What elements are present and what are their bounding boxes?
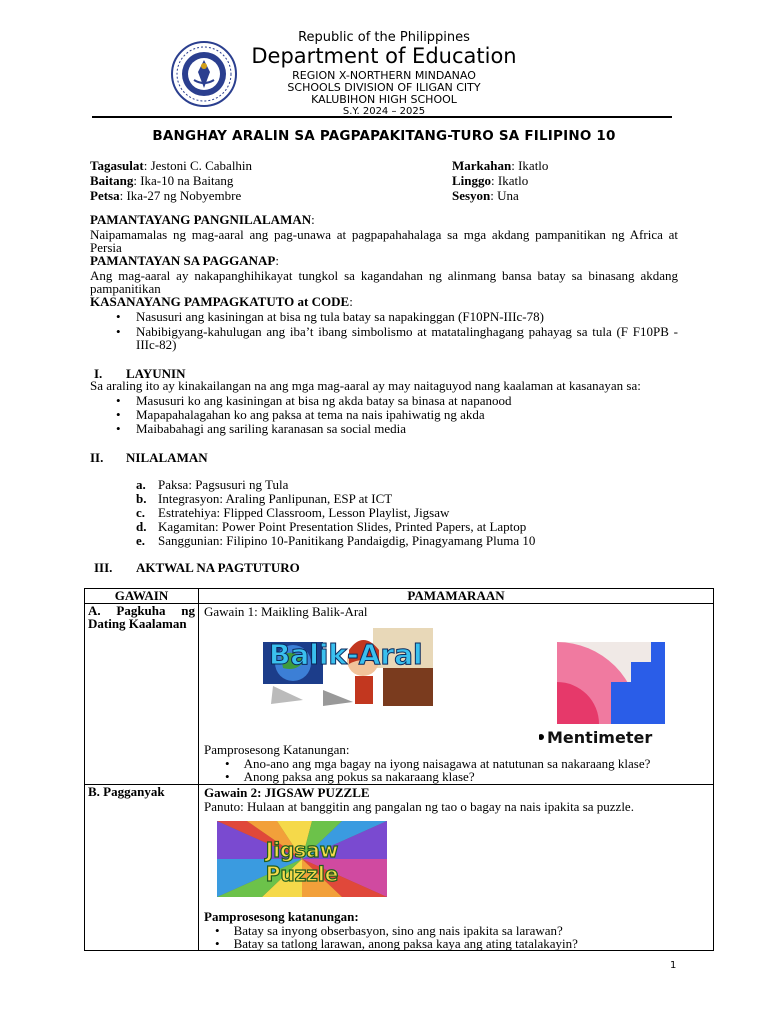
jigsaw-puzzle-image — [217, 821, 387, 897]
row-b-question: • Batay sa tatlong larawan, anong paksa kaya ang ating tatalakayin? — [215, 936, 578, 951]
header-school-year: S.Y. 2024 – 2025 — [342, 106, 426, 117]
row-a-question: • Ano-ano ang mga bagay na iyong naisagawa at natutunan sa nakaraang klase? — [225, 756, 651, 771]
mentimeter-text: Mentimeter — [547, 728, 653, 747]
tagasulat-label: Tagasulat — [90, 158, 144, 173]
row-b-instruction: Panuto: Hulaan at banggitin ang pangalan ng tao o bagay na nais ipakita sa puzzle. — [204, 799, 634, 814]
letterhead — [0, 0, 768, 120]
header-divider — [92, 116, 672, 118]
row-b-activity: Gawain 2: JIGSAW PUZZLE — [204, 785, 370, 800]
linggo-value: : Ikatlo — [491, 173, 529, 188]
row-b-processing-label: Pamprosesong katanungan: — [204, 909, 359, 924]
row-a-processing-label: Pamprosesong Katanungan: — [204, 742, 350, 757]
linggo-label: Linggo — [452, 173, 492, 188]
baitang-label: Baitang — [90, 173, 134, 188]
row-b-label: B. Pagganyak — [85, 785, 199, 951]
balik-aral-image — [263, 620, 443, 706]
table-row — [85, 604, 714, 785]
header-department: Department of Education — [251, 44, 517, 68]
markahan-value: : Ikatlo — [511, 158, 549, 173]
row-a-content — [199, 604, 714, 785]
sesyon-value: : Una — [490, 188, 519, 203]
section-two-number: II. — [90, 450, 104, 465]
page-number: 1 — [670, 960, 677, 971]
meta-right — [452, 158, 548, 203]
content-standard-text: Naipamamalas ng mag-aaral ang pag-unawa at pagpapahahalaga sa mga akdang pampanitikan ng Africa at Persia — [90, 227, 678, 255]
jigsaw-text-2: Puzzle — [265, 862, 339, 886]
meta-left — [90, 158, 252, 203]
table-header-gawain: GAWAIN — [85, 589, 199, 604]
baitang-value: : Ika-10 na Baitang — [133, 173, 234, 188]
row-a-activity: Gawain 1: Maikling Balik-Aral — [204, 604, 368, 619]
table-header-pamamaraan: PAMAMARAAN — [199, 589, 714, 604]
lesson-table — [84, 588, 714, 951]
markahan-label: Markahan — [452, 158, 512, 173]
objectives-intro: Sa araling ito ay kinakailangan na ang mga mag-aaral ay may naitaguyod nang kaalaman at kasanayan sa: — [90, 378, 641, 393]
document-title: BANGHAY ARALIN SA PAGPAPAKITANG-TURO SA FILIPINO 10 — [152, 128, 616, 144]
sesyon-label: Sesyon — [452, 188, 491, 203]
petsa-value: : Ika-27 ng Nobyembre — [119, 188, 242, 203]
table-row — [85, 785, 714, 951]
header-republic: Republic of the Philippines — [298, 30, 470, 45]
performance-standard-text: Ang mag-aaral ay nakapanghihikayat tungkol sa kagandahan ng alinmang bansa batay sa binasang akdang pampanitikan — [90, 268, 678, 296]
tagasulat-value: : Jestoni C. Cabalhin — [143, 158, 253, 173]
competency-heading: KASANAYANG PAMPAGKATUTO at CODE: — [90, 294, 353, 309]
petsa-label: Petsa — [90, 188, 120, 203]
jigsaw-text-1: Jigsaw — [265, 838, 339, 862]
row-b-content — [199, 785, 714, 951]
mentimeter-logo — [539, 642, 669, 748]
section-three-number: III. — [94, 560, 113, 575]
balik-aral-text: Balik-Aral — [269, 638, 423, 671]
section-three-title: AKTWAL NA PAGTUTURO — [136, 560, 300, 575]
section-one-title: LAYUNIN — [126, 366, 186, 381]
section-one-number: I. — [94, 366, 103, 381]
performance-standard-heading: PAMANTAYAN SA PAGGANAP: — [90, 253, 280, 268]
row-b-question: • Batay sa inyong obserbasyon, sino ang nais ipakita sa larawan? — [215, 923, 563, 938]
header-division: SCHOOLS DIVISION OF ILIGAN CITY — [287, 81, 481, 94]
row-a-question: • Anong paksa ang pokus sa nakaraang klase? — [225, 769, 475, 784]
header-school: KALUBIHON HIGH SCHOOL — [311, 93, 457, 106]
section-two-title: NILALAMAN — [126, 450, 208, 465]
content-standard-heading: PAMANTAYANG PANGNILALAMAN: — [90, 212, 315, 227]
row-a-label: A. Pagkuha ng Dating Kaalaman — [85, 604, 199, 785]
header-region: REGION X-NORTHERN MINDANAO — [292, 69, 476, 82]
